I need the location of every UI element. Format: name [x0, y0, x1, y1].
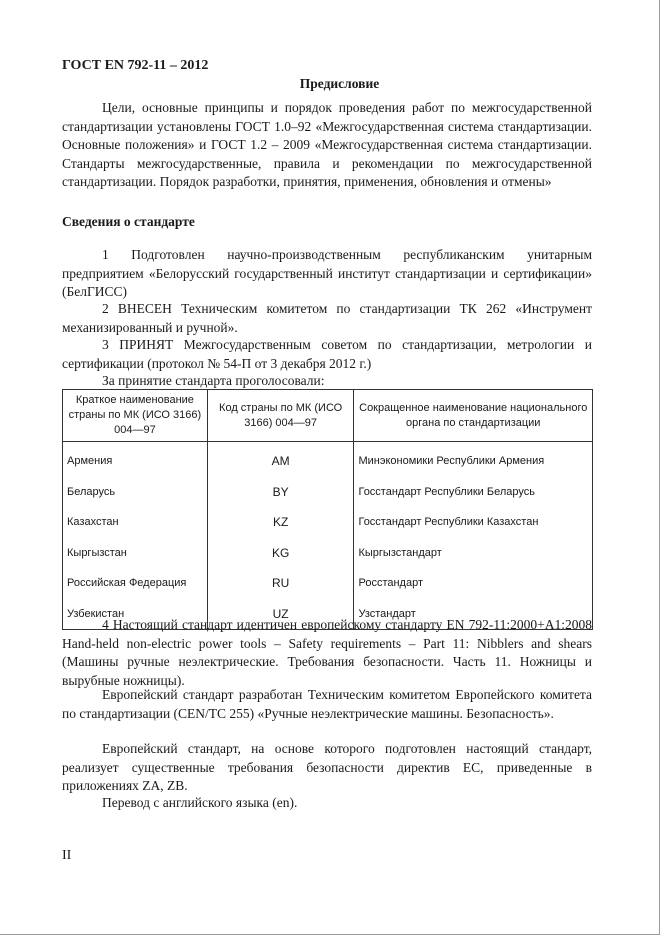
page-number: II — [62, 848, 72, 863]
table-row — [63, 538, 593, 569]
code-cell: RU — [207, 568, 354, 599]
standard-info-heading: Сведения о стандарте — [62, 214, 195, 229]
info-item-3: 3 ПРИНЯТ Межгосударственным советом по стандартизации, метрологии и сертификации (протокол № 54-П от 3 декабря 2012 г.) — [62, 337, 592, 371]
country-cell: Армения — [63, 442, 208, 477]
info-item-1: 1 Подготовлен научно-производственным республиканским унитарным предприятием «Белорусский государственный институт стандартизации и сертификации» (БелГИСС) — [62, 247, 592, 299]
voting-table-header — [63, 390, 593, 442]
voting-table — [62, 389, 593, 630]
header-country-code: Код страны по МК (ИСО 3166) 004—97 — [207, 390, 354, 442]
country-cell: Российская Федерация — [63, 568, 208, 599]
body-cell: Узстандарт — [354, 599, 593, 630]
country-cell: Узбекистан — [63, 599, 208, 630]
foreword-title: Предисловие — [299, 76, 380, 91]
voting-intro: За принятие стандарта проголосовали: — [102, 373, 325, 388]
document-code-header: ГОСТ EN 792-11 – 2012 — [62, 58, 209, 73]
code-cell: AM — [207, 442, 354, 477]
info-item-2: 2 ВНЕСЕН Техническим комитетом по стандартизации ТК 262 «Инструмент механизированный и ручной». — [62, 301, 592, 335]
table-row — [63, 507, 593, 538]
table-row — [63, 568, 593, 599]
european-standard-origin: Европейский стандарт разработан Техническим комитетом Европейского комитета по стандартизации (CEN/TC 255) «Ручные неэлектрические машины. Безопасность». — [62, 687, 592, 721]
header-country-name: Краткое наименование страны по МК (ИСО 3166) 004—97 — [63, 390, 208, 442]
table-row — [63, 442, 593, 477]
body-cell: Росстандарт — [354, 568, 593, 599]
translation-note: Перевод с английского языка (en). — [102, 795, 298, 810]
body-cell: Госстандарт Республики Казахстан — [354, 507, 593, 538]
header-standards-body: Сокращенное наименование национального органа по стандартизации — [354, 390, 593, 442]
country-cell: Кыргызстан — [63, 538, 208, 569]
code-cell: BY — [207, 477, 354, 508]
foreword-text: Цели, основные принципы и порядок проведения работ по межгосударственной стандартизации установлены ГОСТ 1.0–92 «Межгосударственная система стандартизации. Основные положения» и ГОСТ 1.2 – 2009 «Межгосударственная система стандартизации. Стандарты межгосударственные, правила и рекомендации по межгосударственной стандартизации. Порядок разработки, принятия, применения, обновления и отмены» — [62, 100, 592, 189]
body-cell: Госстандарт Республики Беларусь — [354, 477, 593, 508]
code-cell: KG — [207, 538, 354, 569]
body-cell: Кыргызстандарт — [354, 538, 593, 569]
eu-directives-paragraph: Европейский стандарт, на основе которого подготовлен настоящий стандарт, реализует существенные требования безопасности директив ЕС, приведенные в приложениях ZA, ZB. — [62, 741, 592, 793]
code-cell: KZ — [207, 507, 354, 538]
body-cell: Минэкономики Республики Армения — [354, 442, 593, 477]
code-cell: UZ — [207, 599, 354, 630]
country-cell: Беларусь — [63, 477, 208, 508]
table-row — [63, 477, 593, 508]
country-cell: Казахстан — [63, 507, 208, 538]
info-item-4: 4 Настоящий стандарт идентичен европейскому стандарту EN 792-11:2000+A1:2008 Hand-held non-electric power tools – Safety requirements – Part 11: Nibblers and shears (Машины ручные неэлектрические. Требования безопасности. Часть 11. Ножницы и вырубные ножницы). — [62, 617, 592, 688]
